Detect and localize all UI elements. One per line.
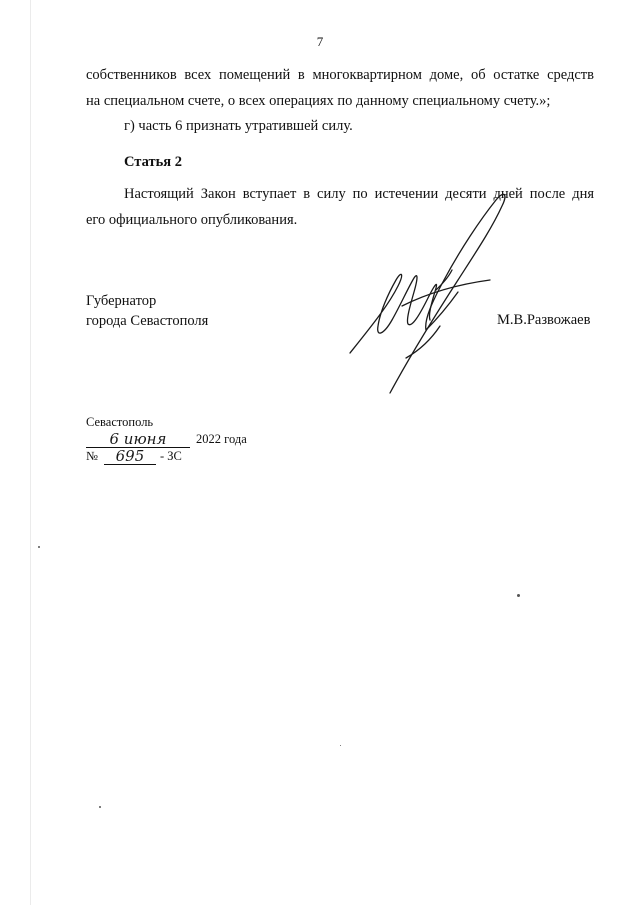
scan-speck [38, 546, 40, 548]
signer-name: М.В.Развожаев [497, 312, 591, 328]
number-prefix: № [86, 449, 98, 463]
scan-speck [517, 594, 520, 597]
paragraph-item-g [86, 113, 594, 139]
enactment-number-row [86, 448, 247, 465]
page-number: 7 [316, 34, 324, 49]
handwritten-date: 6 июня [86, 432, 190, 448]
handwritten-signature [340, 188, 520, 398]
enactment-block [86, 414, 247, 465]
paragraph-line: на специальном счете, о всех операциях по данному специальному счету.»; [86, 93, 551, 109]
signer-title-line: Губернатор [86, 293, 157, 309]
number-suffix: - ЗС [159, 449, 182, 463]
paragraph-line: Настоящий Закон вступает в силу по истечении десяти дней после дня [124, 186, 594, 202]
paragraph-continuation [86, 62, 594, 114]
signer-title-line: города Севастополя [86, 313, 209, 329]
scan-edge-line [30, 0, 31, 905]
scan-speck [340, 745, 341, 746]
signer-title [86, 291, 208, 331]
paragraph-line: собственников всех помещений в многоквартирном доме, об остатке средств [86, 67, 594, 83]
scan-speck [99, 806, 101, 808]
handwritten-number: 695 [104, 449, 156, 465]
enactment-year: 2022 года [196, 432, 247, 446]
paragraph-line: его официального опубликования. [86, 212, 298, 228]
enactment-date-row [86, 431, 247, 448]
enactment-place: Севастополь [86, 415, 154, 429]
paragraph-line: г) часть 6 признать утратившей силу. [124, 118, 353, 134]
article-heading: Статья 2 [124, 154, 182, 170]
